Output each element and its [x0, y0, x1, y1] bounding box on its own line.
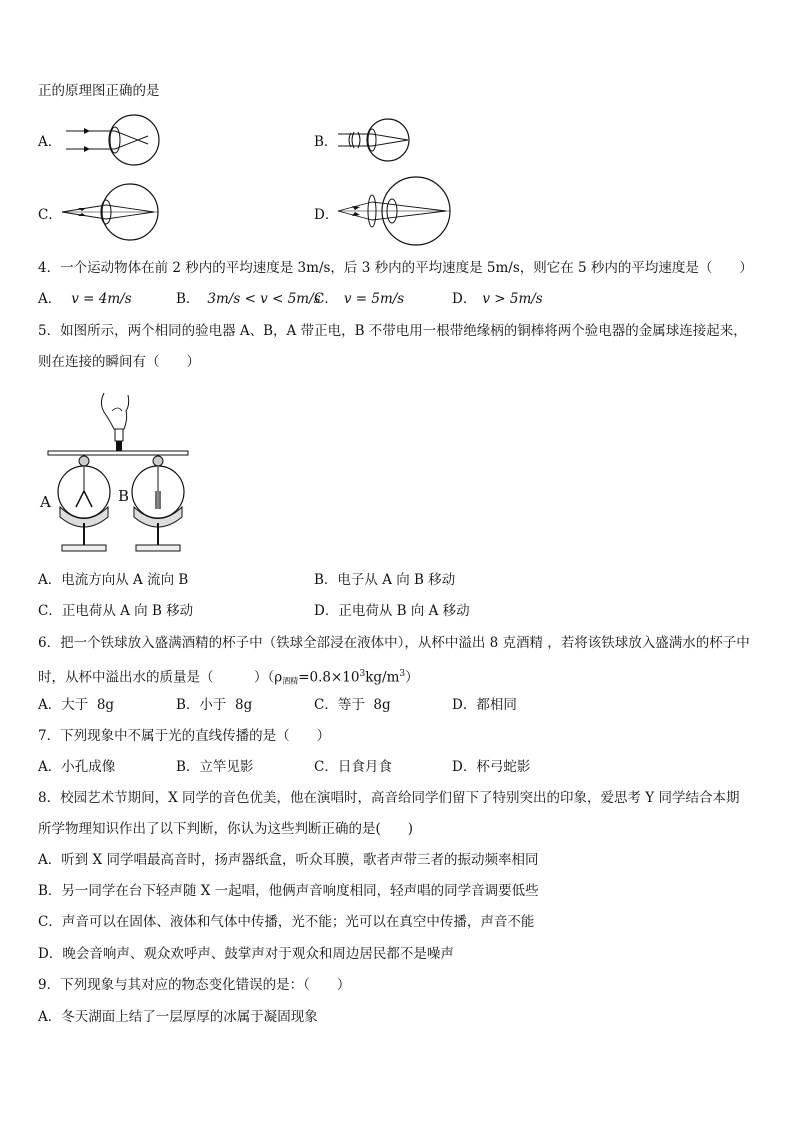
- q7-option-c[interactable]: C．日食月食: [314, 759, 392, 775]
- q6-option-c[interactable]: C．等于 8g: [314, 697, 391, 713]
- q7-stem: 7．下列现象中不属于光的直线传播的是（ ）: [38, 728, 331, 744]
- q6-stem-line1: 6．把一个铁球放入盛满酒精的杯子中（铁球全部浸在液体中），从杯中溢出 8 克酒精 ，若将该铁球放入盛满水的杯子中: [38, 635, 750, 651]
- q6-density-subscript: 酒精: [282, 676, 299, 686]
- q4-option-c-text: v = 5m/s: [343, 291, 405, 307]
- q3-option-d-label[interactable]: D．: [314, 207, 339, 223]
- q6-density-unit-exponent: 3: [399, 669, 406, 679]
- eye-diagram-b: [338, 112, 438, 172]
- q5-option-c[interactable]: C．正电荷从 A 向 B 移动: [38, 603, 194, 619]
- q6-density-exponent: 3: [359, 669, 366, 679]
- q6-option-a[interactable]: A．大于 8g: [38, 697, 115, 713]
- q4-option-c[interactable]: [314, 290, 404, 308]
- q8-stem-line1: 8．校园艺术节期间，X 同学的音色优美，他在演唱时，高音给同学们留下了特别突出的印象，爱思考 Y 同学结合本期: [38, 790, 740, 806]
- q4-option-d-text: v > 5m/s: [482, 291, 543, 307]
- eye-diagram-d: [338, 176, 478, 246]
- q4-option-d[interactable]: [452, 290, 543, 308]
- q8-stem-line2: 所学物理知识作出了以下判断，你认为这些判断正确的是( ): [38, 821, 414, 837]
- q6-density-unit: kg/m: [365, 669, 400, 686]
- q4-stem: 4．一个运动物体在前 2 秒内的平均速度是 3m/s，后 3 秒内的平均速度是 5m/s，则它在 5 秒内的平均速度是（ ）: [38, 260, 753, 276]
- q5-stem-line2: 则在连接的瞬间有（ ）: [38, 354, 200, 370]
- q6-option-d[interactable]: D．都相同: [452, 697, 517, 713]
- q7-option-b[interactable]: B．立竿见影: [176, 759, 254, 775]
- q6-stem-close: ）: [405, 669, 419, 686]
- q6-stem-line2: [38, 665, 419, 691]
- q8-option-d[interactable]: D．晚会音响声、观众欢呼声、鼓掌声对于观众和周边居民都不是噪声: [38, 946, 454, 962]
- q4-option-a[interactable]: [38, 290, 132, 308]
- q9-stem: 9．下列现象与其对应的物态变化错误的是：（ ）: [38, 977, 351, 993]
- q5-option-d[interactable]: D．正电荷从 B 向 A 移动: [314, 603, 470, 619]
- eye-diagram-c: [62, 183, 192, 243]
- q5-option-a[interactable]: A．电流方向从 A 流向 B: [38, 572, 189, 588]
- q3-option-c-label[interactable]: C．: [38, 207, 62, 223]
- q9-option-a[interactable]: A．冬天湖面上结了一层厚厚的冰属于凝固现象: [38, 1009, 318, 1025]
- q6-option-b[interactable]: B．小于 8g: [176, 697, 253, 713]
- eye-diagram-a: [62, 112, 182, 172]
- q4-option-d-label: D．: [452, 291, 477, 307]
- q4-option-b-text: 3m/s < v < 5m/s: [207, 291, 321, 307]
- q6-density-value: =0.8×10: [298, 669, 360, 686]
- q4-option-b-label: B．: [176, 291, 200, 307]
- q7-option-a[interactable]: A．小孔成像: [38, 759, 116, 775]
- q8-option-c[interactable]: C．声音可以在固体、液体和气体中传播，光不能；光可以在真空中传播，声音不能: [38, 914, 535, 930]
- q6-stem-line2-main: 时，从杯中溢出水的质量是（ ）（ρ: [38, 669, 283, 686]
- q3-option-b-label[interactable]: B．: [314, 134, 338, 150]
- q5-stem-line1: 5．如图所示，两个相同的验电器 A、B，A 带正电，B 不带电用一根带绝缘柄的铜棒将两个验电器的金属球连接起来，: [38, 323, 747, 339]
- q3-stem-tail: 正的原理图正确的是: [38, 83, 160, 99]
- electroscope-b-label: B: [118, 487, 130, 505]
- q4-option-a-text: v = 4m/s: [71, 291, 132, 307]
- q3-option-a-label[interactable]: A．: [38, 134, 62, 150]
- q4-option-b[interactable]: [176, 290, 321, 308]
- q4-option-c-label: C．: [314, 291, 338, 307]
- q5-option-b[interactable]: B．电子从 A 向 B 移动: [314, 572, 456, 588]
- electroscope-figure: [38, 385, 198, 560]
- q4-option-a-label: A．: [38, 291, 62, 307]
- electroscope-a-label: A: [40, 493, 51, 511]
- q7-option-d[interactable]: D．杯弓蛇影: [452, 759, 531, 775]
- q8-option-b[interactable]: B．另一同学在台下轻声随 X 一起唱，他俩声音响度相同，轻声唱的同学音调要低些: [38, 883, 539, 899]
- q8-option-a[interactable]: A．听到 X 同学唱最高音时，扬声器纸盒，听众耳膜，歌者声带三者的振动频率相同: [38, 852, 539, 868]
